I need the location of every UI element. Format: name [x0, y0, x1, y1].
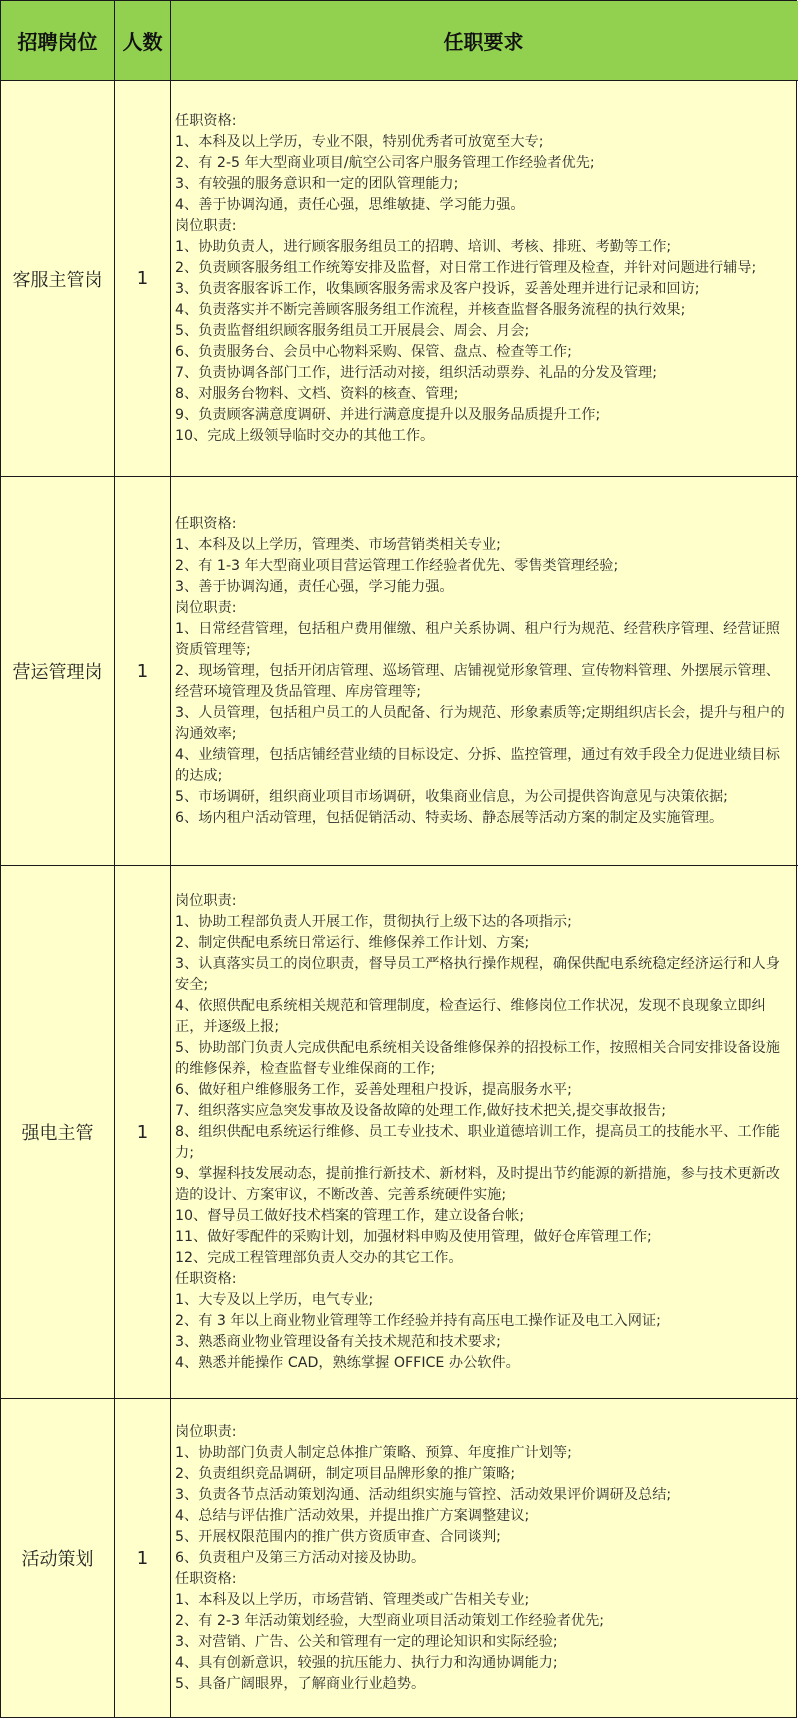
requirement-line: 2、现场管理，包括开闭店管理、巡场管理、店铺视觉形象管理、宣传物料管理、外摆展示管理、经营环境管理及货品管理、库房管理等;	[175, 662, 780, 700]
requirement-line: 12、完成工程管理部负责人交办的其它工作。	[175, 1249, 463, 1266]
requirement-line: 4、具有创新意识，较强的抗压能力、执行力和沟通协调能力;	[175, 1654, 558, 1671]
count-cell: 1	[115, 1399, 171, 1717]
requirements-list	[175, 514, 788, 829]
table-row	[1, 866, 798, 1399]
requirement-line: 3、对营销、广告、公关和管理有一定的理论知识和实际经验;	[175, 1633, 558, 1650]
position-cell: 活动策划	[1, 1399, 115, 1717]
requirement-line: 6、做好租户维修服务工作，妥善处理租户投诉，提高服务水平;	[175, 1081, 572, 1098]
requirement-line: 5、开展权限范围内的推广供方资质审查、合同谈判;	[175, 1528, 501, 1545]
requirement-line: 10、完成上级领导临时交办的其他工作。	[175, 427, 435, 444]
requirement-line: 3、人员管理，包括租户员工的人员配备、行为规范、形象素质等;定期组织店长会，提升与租户的沟通效率;	[175, 704, 785, 742]
requirement-line: 3、负责各节点活动策划沟通、活动组织实施与管控、活动效果评价调研及总结;	[175, 1486, 672, 1503]
requirement-line: 岗位职责:	[175, 892, 237, 909]
requirement-line: 2、有 2-5 年大型商业项目/航空公司客户服务管理工作经验者优先;	[175, 154, 595, 171]
requirement-line: 岗位职责:	[175, 599, 237, 616]
requirement-line: 7、负责协调各部门工作，进行活动对接，组织活动票券、礼品的分发及管理;	[175, 364, 657, 381]
requirement-line: 任职资格:	[175, 1570, 237, 1587]
requirement-line: 任职资格:	[175, 1270, 237, 1287]
requirement-line: 2、有 2-3 年活动策划经验，大型商业项目活动策划工作经验者优先;	[175, 1612, 605, 1629]
requirements-cell	[171, 81, 796, 476]
requirement-line: 任职资格:	[175, 112, 237, 129]
requirement-line: 5、具备广阔眼界，了解商业行业趋势。	[175, 1675, 426, 1692]
requirements-cell	[171, 866, 796, 1398]
requirement-line: 1、协助部门负责人制定总体推广策略、预算、年度推广计划等;	[175, 1444, 572, 1461]
requirement-line: 任职资格:	[175, 515, 237, 532]
requirement-line: 9、掌握科技发展动态，提前推行新技术、新材料，及时提出节约能源的新措施，参与技术更新改造的设计、方案审议，不断改善、完善系统硬件实施;	[175, 1165, 780, 1203]
requirement-line: 1、日常经营管理，包括租户费用催缴、租户关系协调、租户行为规范、经营秩序管理、经营证照资质管理等;	[175, 620, 780, 658]
requirement-line: 9、负责顾客满意度调研、并进行满意度提升以及服务品质提升工作;	[175, 406, 601, 423]
requirement-line: 4、总结与评估推广活动效果，并提出推广方案调整建议;	[175, 1507, 530, 1524]
requirement-line: 岗位职责:	[175, 1423, 237, 1440]
requirement-line: 11、做好零配件的采购计划，加强材料申购及使用管理，做好仓库管理工作;	[175, 1228, 652, 1245]
requirement-line: 5、协助部门负责人完成供配电系统相关设备维修保养的招投标工作，按照相关合同安排设备设施的维修保养，检查监督专业维保商的工作;	[175, 1039, 780, 1077]
requirement-line: 7、组织落实应急突发事故及设备故障的处理工作,做好技术把关,提交事故报告;	[175, 1102, 667, 1119]
header-requirements: 任职要求	[443, 30, 524, 54]
requirement-line: 1、本科及以上学历，专业不限，特别优秀者可放宽至大专;	[175, 133, 544, 150]
requirement-line: 3、负责客服客诉工作，收集顾客服务需求及客户投诉，妥善处理并进行记录和回访;	[175, 280, 700, 297]
requirements-list	[175, 111, 756, 447]
requirements-cell	[171, 477, 796, 865]
requirement-line: 8、组织供配电系统运行维修、员工专业技术、职业道德培训工作，提高员工的技能水平、工作能力;	[175, 1123, 780, 1161]
requirement-line: 1、大专及以上学历，电气专业;	[175, 1291, 374, 1308]
requirement-line: 3、善于协调沟通，责任心强，学习能力强。	[175, 578, 454, 595]
requirement-line: 2、负责组织竞品调研，制定项目品牌形象的推广策略;	[175, 1465, 516, 1482]
position-cell: 客服主管岗	[1, 81, 115, 476]
requirement-line: 5、负责监督组织顾客服务组员工开展晨会、周会、月会;	[175, 322, 530, 339]
position-cell: 强电主管	[1, 866, 115, 1398]
requirement-line: 4、善于协调沟通，责任心强，思维敏捷、学习能力强。	[175, 196, 525, 213]
requirement-line: 3、认真落实员工的岗位职责，督导员工严格执行操作规程，确保供配电系统稳定经济运行和人身安全;	[175, 955, 780, 993]
table-row	[1, 477, 798, 866]
requirement-line: 1、协助工程部负责人开展工作，贯彻执行上级下达的各项指示;	[175, 913, 572, 930]
table-header-row	[1, 1, 798, 81]
requirements-cell	[171, 1399, 796, 1717]
count-cell: 1	[115, 866, 171, 1398]
requirement-line: 2、有 1-3 年大型商业项目营运管理工作经验者优先、零售类管理经验;	[175, 557, 619, 574]
requirement-line: 3、有较强的服务意识和一定的团队管理能力;	[175, 175, 459, 192]
position-cell: 营运管理岗	[1, 477, 115, 865]
requirement-line: 4、熟悉并能操作 CAD，熟练掌握 OFFICE 办公软件。	[175, 1354, 520, 1371]
requirement-line: 6、场内租户活动管理，包括促销活动、特卖场、静态展等活动方案的制定及实施管理。	[175, 809, 724, 826]
header-count: 人数	[115, 1, 171, 80]
requirements-list	[175, 1422, 671, 1695]
requirement-line: 8、对服务台物料、文档、资料的核查、管理;	[175, 385, 459, 402]
requirement-line: 2、有 3 年以上商业物业管理等工作经验并持有高压电工操作证及电工入网证;	[175, 1312, 661, 1329]
requirement-line: 1、本科及以上学历，管理类、市场营销类相关专业;	[175, 536, 501, 553]
table-row	[1, 81, 798, 477]
requirement-line: 6、负责租户及第三方活动对接及协助。	[175, 1549, 426, 1566]
requirement-line: 4、负责落实并不断完善顾客服务组工作流程，并核查监督各服务流程的执行效果;	[175, 301, 686, 318]
requirement-line: 2、制定供配电系统日常运行、维修保养工作计划、方案;	[175, 934, 530, 951]
requirement-line: 1、协助负责人，进行顾客服务组员工的招聘、培训、考核、排班、考勤等工作;	[175, 238, 672, 255]
requirement-line: 2、负责顾客服务组工作统筹安排及监督，对日常工作进行管理及检查，并针对问题进行辅导;	[175, 259, 757, 276]
count-cell: 1	[115, 477, 171, 865]
requirement-line: 4、依照供配电系统相关规范和管理制度，检查运行、维修岗位工作状况，发现不良现象立即纠正，并逐级上报;	[175, 997, 766, 1035]
requirement-line: 6、负责服务台、会员中心物料采购、保管、盘点、检查等工作;	[175, 343, 572, 360]
requirements-list	[175, 891, 788, 1374]
requirement-line: 1、本科及以上学历，市场营销、管理类或广告相关专业;	[175, 1591, 530, 1608]
table-row	[1, 1399, 798, 1717]
requirement-line: 3、熟悉商业物业管理设备有关技术规范和技术要求;	[175, 1333, 501, 1350]
requirement-line: 5、市场调研，组织商业项目市场调研，收集商业信息，为公司提供咨询意见与决策依据;	[175, 788, 728, 805]
requirement-line: 10、督导员工做好技术档案的管理工作，建立设备台帐;	[175, 1207, 525, 1224]
count-cell: 1	[115, 81, 171, 476]
requirement-line: 4、业绩管理，包括店铺经营业绩的目标设定、分拆、监控管理，通过有效手段全力促进业绩目标的达成;	[175, 746, 780, 784]
requirement-line: 岗位职责:	[175, 217, 237, 234]
header-position: 招聘岗位	[1, 1, 115, 80]
